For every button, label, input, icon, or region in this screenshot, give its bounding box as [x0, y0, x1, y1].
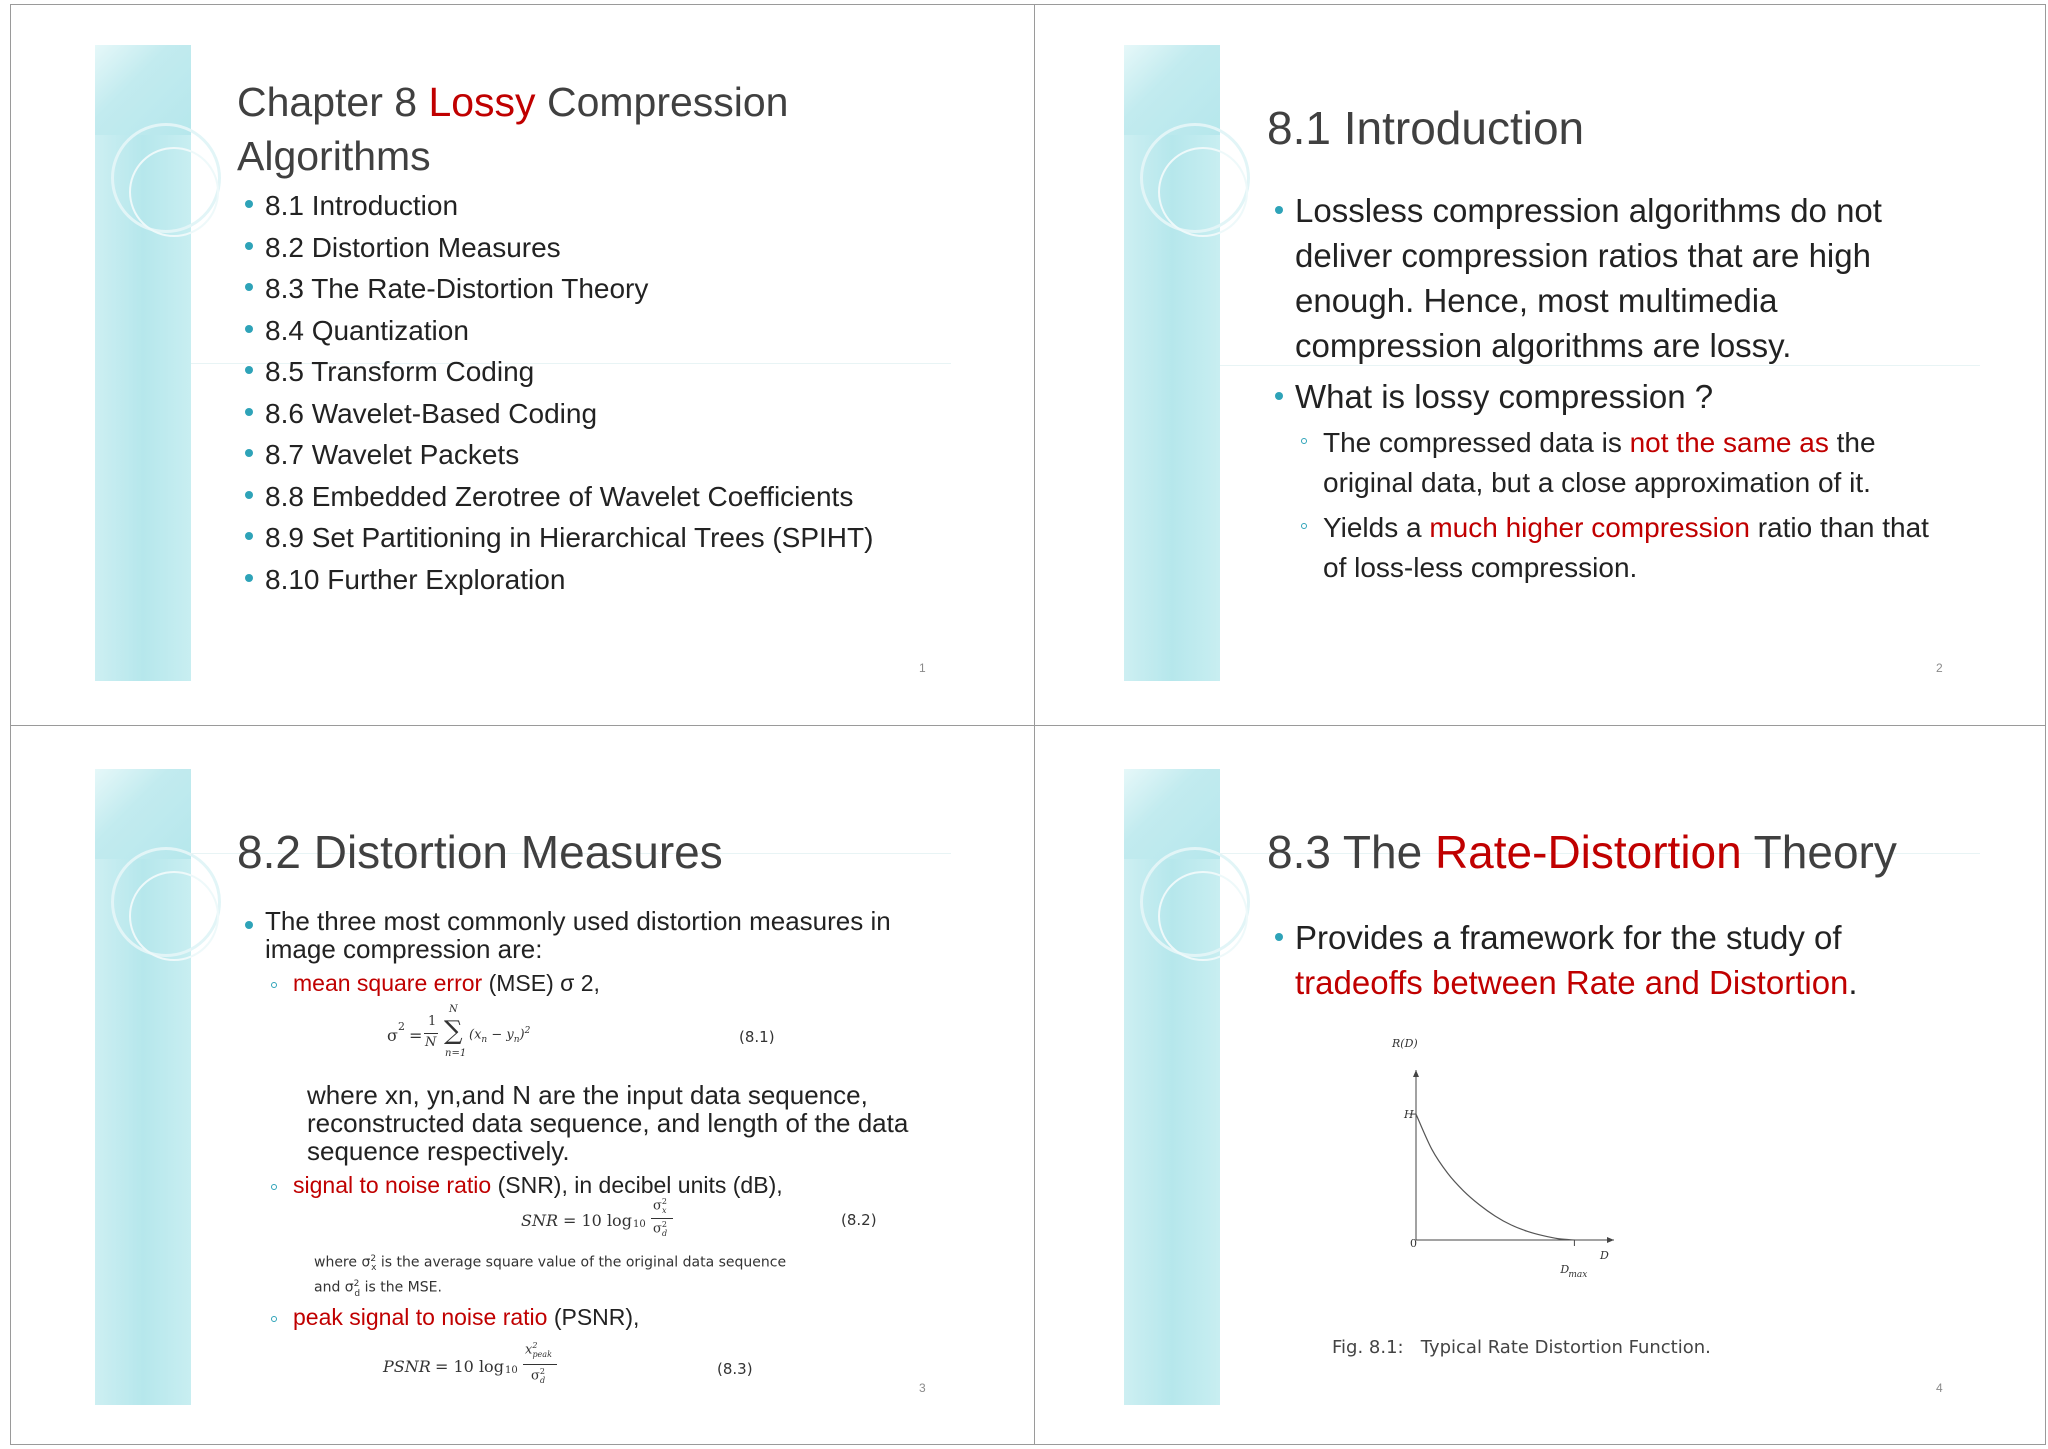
slide-decor-ring-inner: [1158, 871, 1248, 961]
title-accent: Lossy: [428, 79, 536, 125]
eq-body-text: (x: [469, 1027, 482, 1043]
eq-subscript: n: [481, 1034, 488, 1045]
eq-subscript: peak: [532, 1349, 552, 1359]
sub-bullet-text: (SNR), in decibel units (dB),: [491, 1172, 783, 1198]
bullet-text: The three most commonly used distortion measures in image compression are:: [265, 906, 891, 964]
equation-number: (8.3): [717, 1360, 753, 1378]
slide-title: 8.1 Introduction: [1267, 102, 1585, 154]
note-subscript: x: [371, 1263, 377, 1274]
eq-superscript: 2: [661, 1197, 667, 1206]
slide-title: [1267, 825, 1897, 879]
sub-bullet-text: ratio than that of loss-less compression.: [1323, 512, 1929, 583]
sub-bullet-item: [265, 1171, 945, 1199]
sub-bullet-text: the original data, but a close approximation of it.: [1323, 427, 1876, 498]
toc-list: [237, 185, 873, 600]
equation-number: (8.1): [739, 1028, 775, 1046]
bullet-list: [237, 907, 937, 997]
eq-symbol: PSNR: [383, 1357, 431, 1376]
eq-superscript: 2: [532, 1341, 538, 1350]
origin-label: 0: [1410, 1237, 1417, 1250]
snr-note: where $\sigma^2_x$ is the average square value of the original data sequence and $\sigma^2_d$ is the MSE.: [314, 1254, 787, 1299]
eq-symbol: σ: [387, 1026, 398, 1045]
eq-subscript: d: [661, 1228, 668, 1238]
slide-number: 1: [919, 661, 926, 675]
sub-bullet-text: (PSNR),: [547, 1304, 640, 1330]
eq-superscript: 2: [661, 1220, 667, 1229]
toc-item: 8.10 Further Exploration: [237, 559, 873, 601]
eq-num-symbol: σ: [653, 1198, 662, 1214]
eq-den-symbol: σ: [653, 1221, 662, 1237]
note-text: and σ: [314, 1280, 354, 1297]
eq-symbol: SNR: [521, 1211, 559, 1230]
bullet-list: [1267, 188, 1957, 587]
equation-mse: [387, 1004, 607, 1064]
eq-operator: = 10 log: [435, 1357, 504, 1376]
note-text: is the MSE.: [360, 1280, 442, 1297]
eq-subscript: 10: [633, 1219, 646, 1230]
sub-bullet-accent: mean square error: [293, 970, 483, 996]
slide-4: [1024, 729, 2034, 1449]
eq-numerator: [653, 1197, 666, 1215]
eq-den-symbol: σ: [531, 1368, 540, 1384]
slide-3: [11, 729, 1021, 1449]
title-text: Algorithms: [237, 133, 431, 179]
toc-item: 8.6 Wavelet-Based Coding: [237, 393, 873, 435]
eq-sum-top: N: [449, 1004, 458, 1015]
slide-number: 3: [919, 1381, 926, 1395]
x-tick-subscript: max: [1568, 1270, 1588, 1280]
bullet-text: .: [1848, 964, 1858, 1001]
sub-bullet-item: [1295, 423, 1957, 502]
slide-decor-ring-inner: [1158, 147, 1248, 237]
toc-item: 8.5 Transform Coding: [237, 351, 873, 393]
eq-subscript: 10: [505, 1365, 518, 1376]
x-axis-label: D: [1600, 1249, 1609, 1262]
note-subscript: d: [354, 1288, 361, 1299]
sub-bullet-list: [1295, 423, 1957, 587]
eq-fraction-numerator: 1: [428, 1014, 437, 1029]
bullet-item: [1267, 915, 1957, 1005]
toc-item: 8.7 Wavelet Packets: [237, 434, 873, 476]
slide-number: 2: [1936, 661, 1943, 675]
eq-numerator: [525, 1341, 552, 1359]
slide-1: [11, 5, 1021, 725]
sub-bullet-item: [1295, 508, 1957, 587]
bullet-text: What is lossy compression ?: [1295, 378, 1714, 415]
eq-superscript: 2: [539, 1367, 545, 1376]
handout-sheet: [10, 4, 2046, 1445]
sub-bullet-accent: much higher compression: [1429, 512, 1750, 543]
equation-number: (8.2): [841, 1211, 877, 1229]
slide-2: [1024, 5, 2034, 725]
eq-body-text: − y: [487, 1027, 514, 1043]
sub-bullet-item: [265, 1303, 945, 1331]
sub-bullet-accent: signal to noise ratio: [293, 1172, 492, 1198]
eq-subscript: x: [661, 1205, 667, 1215]
slide-title: [237, 75, 789, 183]
sub-bullet-text: Yields a: [1323, 512, 1430, 543]
bullet-accent: tradeoffs between Rate and Distortion: [1295, 964, 1849, 1001]
title-text: Chapter 8: [237, 79, 429, 125]
bullet-text: Provides a framework for the study of: [1295, 919, 1842, 956]
x-tick-label: D: [1560, 1263, 1570, 1276]
y-axis-arrow: [1413, 1070, 1419, 1077]
sub-bullet-text: The compressed data is: [1323, 427, 1630, 458]
note-text: is the average square value of the original data sequence: [376, 1254, 787, 1271]
eq-superscript: 2: [398, 1020, 405, 1033]
y-tick-label: H: [1404, 1108, 1414, 1122]
sub-bullet-list: [265, 969, 937, 997]
equation-snr: [521, 1197, 721, 1245]
figure-caption: Fig. 8.1: Typical Rate Distortion Function.: [1332, 1337, 1711, 1358]
eq-fraction-denominator: N: [425, 1035, 437, 1050]
eq-fraction-bar: [523, 1364, 557, 1365]
eq-subscript: n: [513, 1034, 520, 1045]
slide-decor-ring-inner: [129, 147, 219, 237]
bullet-list: [1267, 915, 1957, 1005]
eq-superscript: 2: [524, 1026, 531, 1036]
eq-operator: = 10 log: [563, 1211, 632, 1230]
toc-item: 8.2 Distortion Measures: [237, 227, 873, 269]
x-axis-arrow: [1607, 1237, 1614, 1243]
slide-number: 4: [1936, 1381, 1943, 1395]
eq-body: [469, 1026, 530, 1045]
eq-denominator: [653, 1220, 667, 1238]
where-text: where xn, yn,and N are the input data sequence, reconstructed data sequence, and length of the data sequence respectively.: [307, 1080, 909, 1166]
toc-item: 8.8 Embedded Zerotree of Wavelet Coefficients: [237, 476, 873, 518]
toc-item: 8.3 The Rate-Distortion Theory: [237, 268, 873, 310]
eq-fraction-bar: [424, 1033, 438, 1034]
eq-subscript: d: [539, 1375, 546, 1385]
eq-fraction-bar: [651, 1218, 673, 1219]
toc-item: 8.9 Set Partitioning in Hierarchical Trees (SPIHT): [237, 517, 873, 559]
sub-bullet-list: [265, 1303, 945, 1331]
eq-sum-bottom: n=1: [445, 1048, 467, 1059]
rd-curve-series: [1416, 1114, 1574, 1240]
eq-sum-sign: ∑: [444, 1016, 463, 1046]
toc-item: 8.1 Introduction: [237, 185, 873, 227]
rate-distortion-chart: [1374, 1035, 1704, 1300]
sub-bullet-item: [265, 969, 937, 997]
bullet-item: [1267, 374, 1957, 587]
equation-psnr: [383, 1341, 603, 1391]
bullet-item: [237, 907, 937, 997]
bullet-item: [1267, 188, 1957, 368]
y-axis-label: R(D): [1392, 1037, 1418, 1050]
bullet-text: Lossless compression algorithms do not deliver compression ratios that are high enough. Hence, most multimedia compression algorithms are lossy.: [1295, 192, 1882, 364]
toc-item: 8.4 Quantization: [237, 310, 873, 352]
sub-bullet-list: [265, 1171, 945, 1199]
title-text: Compression: [535, 79, 789, 125]
eq-denominator: [531, 1367, 545, 1385]
title-text: Theory: [1741, 826, 1897, 878]
eq-equals: =: [409, 1026, 423, 1045]
title-accent: Rate-Distortion: [1434, 826, 1742, 878]
eq-num-symbol: x: [525, 1342, 533, 1358]
sub-bullet-accent: not the same as: [1629, 427, 1829, 458]
sub-bullet-accent: peak signal to noise ratio: [293, 1304, 548, 1330]
slide-title: 8.2 Distortion Measures: [237, 826, 723, 878]
eq-body-text: ): [519, 1027, 525, 1043]
slide-decor-ring-inner: [129, 871, 219, 961]
sub-bullet-text: (MSE) σ 2,: [482, 970, 600, 996]
slide-divider-horizontal: [11, 725, 2045, 726]
note-text: where σ: [314, 1254, 371, 1271]
title-text: 8.3 The: [1267, 826, 1435, 878]
